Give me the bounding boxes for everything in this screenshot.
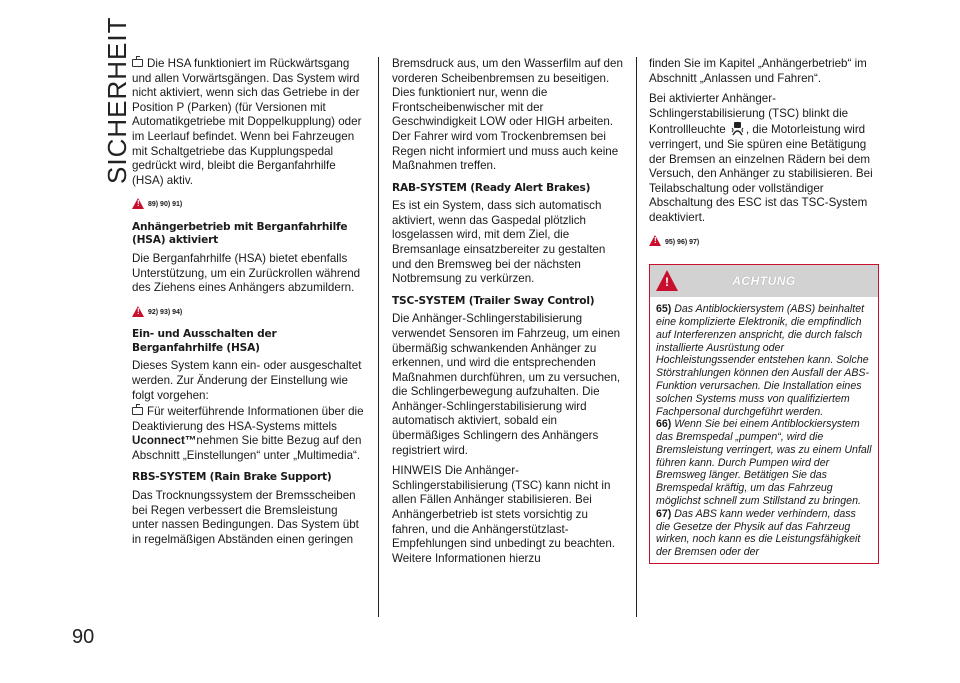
warning-reference — [132, 194, 364, 213]
page-number: 90 — [72, 626, 95, 648]
achtung-title: ACHTUNG — [732, 273, 796, 288]
paragraph: Die Berganfahrhilfe (HSA) bietet ebenfalls Unterstützung, um ein Zurückrollen während des Ziehens eines Anhängers abzumildern. — [132, 251, 361, 295]
paragraph: Bremsdruck aus, um den Wasserfilm auf den vorderen Scheibenbremsen zu beseitigen. Dies funktioniert nur, wenn die Frontscheibenwischer mit der Geschwindigkeit LOW oder HIGH arbeiten. Der Fahrer wird vom Trockenbremsen bei Regen nicht informiert und muss auch keine Maßnahmen treffen. — [392, 57, 623, 173]
paragraph: Die HSA funktioniert im Rückwärtsgang und allen Vorwärtsgängen. Das System wird nicht aktiviert, wenn sich das Getriebe in der Position P (Parken) (für Versionen mit Automatikgetriebe mit Doppelkupplung) oder im Leerlauf befindet. Wenn bei Fahrzeugen mit Schaltgetriebe das Kupplungspedal gedrückt wird, bleibt die Berganfahrhilfe (HSA) aktiv. — [132, 57, 362, 187]
achtung-body — [650, 297, 878, 563]
paragraph: Es ist ein System, dass sich automatisch aktiviert, wenn das Gaspedal plötzlich losgelassen wird, mit dem Ziel, die Bremsanlage einsatzbereiter zu gestalten und den Bremsweg bei der nächsten Notbremsung zu verkürzen. — [392, 199, 606, 286]
column-1 — [132, 57, 364, 553]
warning-item: 65) Das Antiblockiersystem (ABS) beinhaltet eine komplizierte Elektronik, die empfindlich auf Interferenzen anspricht, die durch falsch installierte Ausrüstung oder Hochleistungssender entstehen kann. Solche Störstrahlungen können den Ausfall der ABS-Funktion verursachen. Die Installation eines solchen Systems muss von qualifiziertem Fachpersonal durchgeführt werden. — [656, 303, 869, 418]
warning-refs: 95) 96) 97) — [665, 238, 700, 246]
warning-reference — [649, 232, 881, 251]
paragraph: Für weiterführende Informationen über die Deaktivierung des HSA-Systems mittels Uconnect™nehmen Sie bitte Bezug auf den Abschnitt „Einstellungen“ unter „Multimedia“. — [132, 405, 364, 462]
warning-reference — [132, 302, 364, 321]
column-3 — [649, 57, 881, 564]
warning-triangle-icon: ! — [132, 306, 144, 317]
heading: Anhängerbetrieb mit Berganfahrhilfe (HSA) aktiviert — [132, 220, 348, 247]
paragraph: HINWEIS Die Anhänger-Schlingerstabilisierung (TSC) kann nicht in allen Fällen Anhänger stabilisieren. Bei Anhängerbetrieb ist stets vorsichtig zu fahren, und die Anhängerstützlast-Empfehlungen sind unbedingt zu beachten. Weitere Informationen hierzu — [392, 464, 616, 565]
paragraph: Das Trocknungssystem der Bremsscheiben bei Regen verbessert die Bremsleistung unter nassen Bedingungen. Das System übt in regelmäßigen Abständen einen geringen — [132, 488, 359, 546]
paragraph: finden Sie im Kapitel „Anhängerbetrieb“ im Abschnitt „Anlassen und Fahren“. — [649, 57, 867, 85]
trailer-sway-lamp-icon — [731, 121, 744, 136]
column-divider — [636, 57, 637, 617]
warning-triangle-icon: ! — [649, 235, 661, 246]
warning-item: 66) Wenn Sie bei einem Antiblockiersystem das Bremspedal „pumpen“, wird die Bremsleistung verringert, was zu einem Unfall führen kann. Durch Pumpen wird der Bremsweg länger. Betätigen Sie das Bremspedal kräftig, um das Fahrzeug möglichst schnell zum Stillstand zu bringen. — [656, 418, 872, 508]
section-title-text: SICHERHEIT — [102, 16, 132, 184]
book-icon — [132, 59, 143, 67]
warning-refs: 89) 90) 91) — [148, 201, 183, 209]
warning-refs: 92) 93) 94) — [148, 308, 183, 316]
paragraph: Dieses System kann ein- oder ausgeschaltet werden. Zur Änderung der Einstellung wie folgt vorgehen: — [132, 359, 362, 402]
paragraph: Bei aktivierter Anhänger-Schlingerstabilisierung (TSC) blinkt die Kontrollleuchte , die Motorleistung wird verringert, und Sie spüren eine Betätigung der Bremsen an einzelnen Rädern bei dem Versuch, den Anhänger zu stabilisieren. Bei Teilabschaltung oder vollständiger Abschaltung des ESC ist das TSC-System deaktiviert. — [649, 92, 873, 224]
heading: RBS-SYSTEM (Rain Brake Support) — [132, 471, 332, 484]
book-icon — [132, 407, 143, 415]
warning-item: 67) Das ABS kann weder verhindern, dass die Gesetze der Physik auf das Fahrzeug wirken, noch kann es die Leistungsfähigkeit der Bremsen oder der — [656, 507, 861, 559]
column-2 — [392, 57, 624, 572]
uconnect-label: Uconnect™ — [132, 434, 197, 448]
heading: TSC-SYSTEM (Trailer Sway Control) — [392, 294, 595, 307]
achtung-box — [649, 264, 879, 564]
achtung-header — [650, 265, 878, 297]
heading: Ein- und Ausschalten der Berganfahrhilfe (HSA) — [132, 328, 277, 354]
section-title — [72, 16, 132, 184]
warning-triangle-icon: ! — [132, 198, 144, 209]
warning-triangle-icon: ! — [656, 270, 678, 291]
paragraph: Die Anhänger-Schlingerstabilisierung verwendet Sensoren im Fahrzeug, um einen übermäßig schwankenden Anhänger zu erkennen, und wird die entsprechenden Maßnahmen durchführen, um zu versuchen, die Schlingerbewegung aufzuhalten. Die Anhänger-Schlingerstabilisierung wird automatisch aktiviert, sobald ein übermäßiges Schlingern des Anhängers registriert wird. — [392, 312, 621, 457]
heading: RAB-SYSTEM (Ready Alert Brakes) — [392, 181, 591, 194]
column-divider — [378, 57, 379, 617]
